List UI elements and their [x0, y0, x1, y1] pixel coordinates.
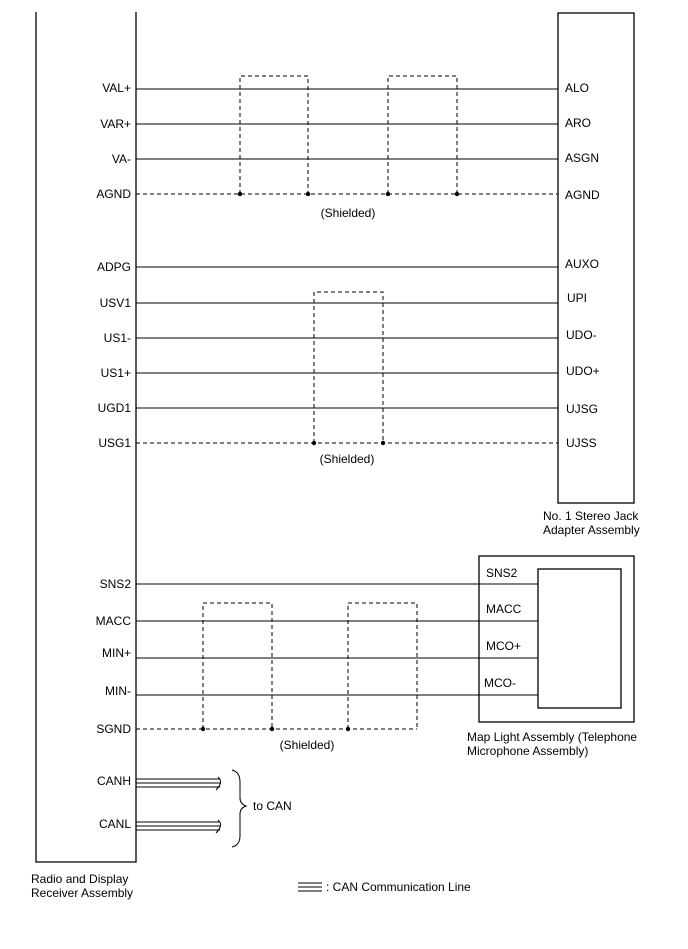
pin-label-left: ADPG [96, 260, 131, 274]
pin-label-right: UDO+ [566, 364, 600, 378]
stereo-jack-label-line2: Adapter Assembly [543, 523, 640, 537]
can-legend-symbol [298, 883, 322, 891]
junction-dot [312, 441, 316, 445]
pin-label-left: CANL [98, 817, 131, 831]
pin-label-right: UPI [567, 291, 588, 305]
shield-loop-4 [203, 603, 272, 729]
shielded-label: (Shielded) [320, 206, 376, 220]
pin-label-right: ASGN [565, 151, 600, 165]
pin-label-right: AGND [565, 188, 600, 202]
shield-loop-1 [240, 76, 308, 194]
pin-label-map-light: MCO+ [486, 639, 522, 653]
pin-label-right: ARO [565, 116, 592, 130]
shield-loop-2 [388, 76, 457, 194]
pin-label-left: VA- [111, 152, 131, 166]
can-high-line [136, 777, 221, 790]
map-light-inner-box [538, 569, 621, 708]
junction-dot [238, 192, 242, 196]
pin-label-left: UGD1 [97, 401, 131, 415]
pin-label-left: CANH [96, 774, 131, 788]
pin-label-left: USV1 [99, 296, 131, 310]
junction-dot [381, 441, 385, 445]
shield-loop-3 [314, 292, 383, 443]
pin-label-left: MIN- [105, 684, 131, 698]
pin-label-left: AGND [96, 187, 131, 201]
shield-loop-5 [348, 603, 417, 729]
pin-label-right: UJSG [566, 402, 599, 416]
pin-label-map-light: SNS2 [486, 566, 518, 580]
junction-dot [306, 192, 310, 196]
pin-label-map-light: MCO- [484, 676, 516, 690]
pin-label-right: AUXO [565, 257, 600, 271]
pin-label-left: MIN+ [101, 646, 131, 660]
junction-dot [270, 727, 274, 731]
pin-label-left: SGND [96, 722, 131, 736]
junction-dot [386, 192, 390, 196]
pin-label-left: USG1 [98, 436, 131, 450]
can-low-line [136, 820, 221, 833]
junction-dot [455, 192, 459, 196]
pin-label-right: UDO- [566, 328, 597, 342]
pin-label-right: UJSS [566, 436, 597, 450]
stereo-jack-label-line1: No. 1 Stereo Jack [543, 509, 639, 523]
shielded-label: (Shielded) [279, 738, 335, 752]
pin-label-left: VAR+ [100, 117, 131, 131]
pin-label-left: MACC [95, 614, 131, 628]
pin-label-left: SNS2 [99, 577, 131, 591]
radio-receiver-label-line2: Receiver Assembly [31, 886, 134, 900]
to-can-label: to CAN [253, 799, 292, 813]
pin-label-left: US1- [103, 331, 131, 345]
can-legend-label: : CAN Communication Line [326, 880, 471, 894]
pin-label-map-light: MACC [486, 602, 522, 616]
junction-dot [346, 727, 350, 731]
can-brace [232, 770, 246, 847]
pin-label-left: VAL+ [102, 81, 131, 95]
junction-dot [201, 727, 205, 731]
map-light-label-line1: Map Light Assembly (Telephone [467, 730, 638, 744]
pin-label-left: US1+ [100, 366, 131, 380]
shielded-label: (Shielded) [319, 452, 375, 466]
pin-label-right: ALO [565, 81, 590, 95]
radio-receiver-label-line1: Radio and Display [31, 872, 129, 886]
map-light-label-line2: Microphone Assembly) [467, 744, 589, 758]
